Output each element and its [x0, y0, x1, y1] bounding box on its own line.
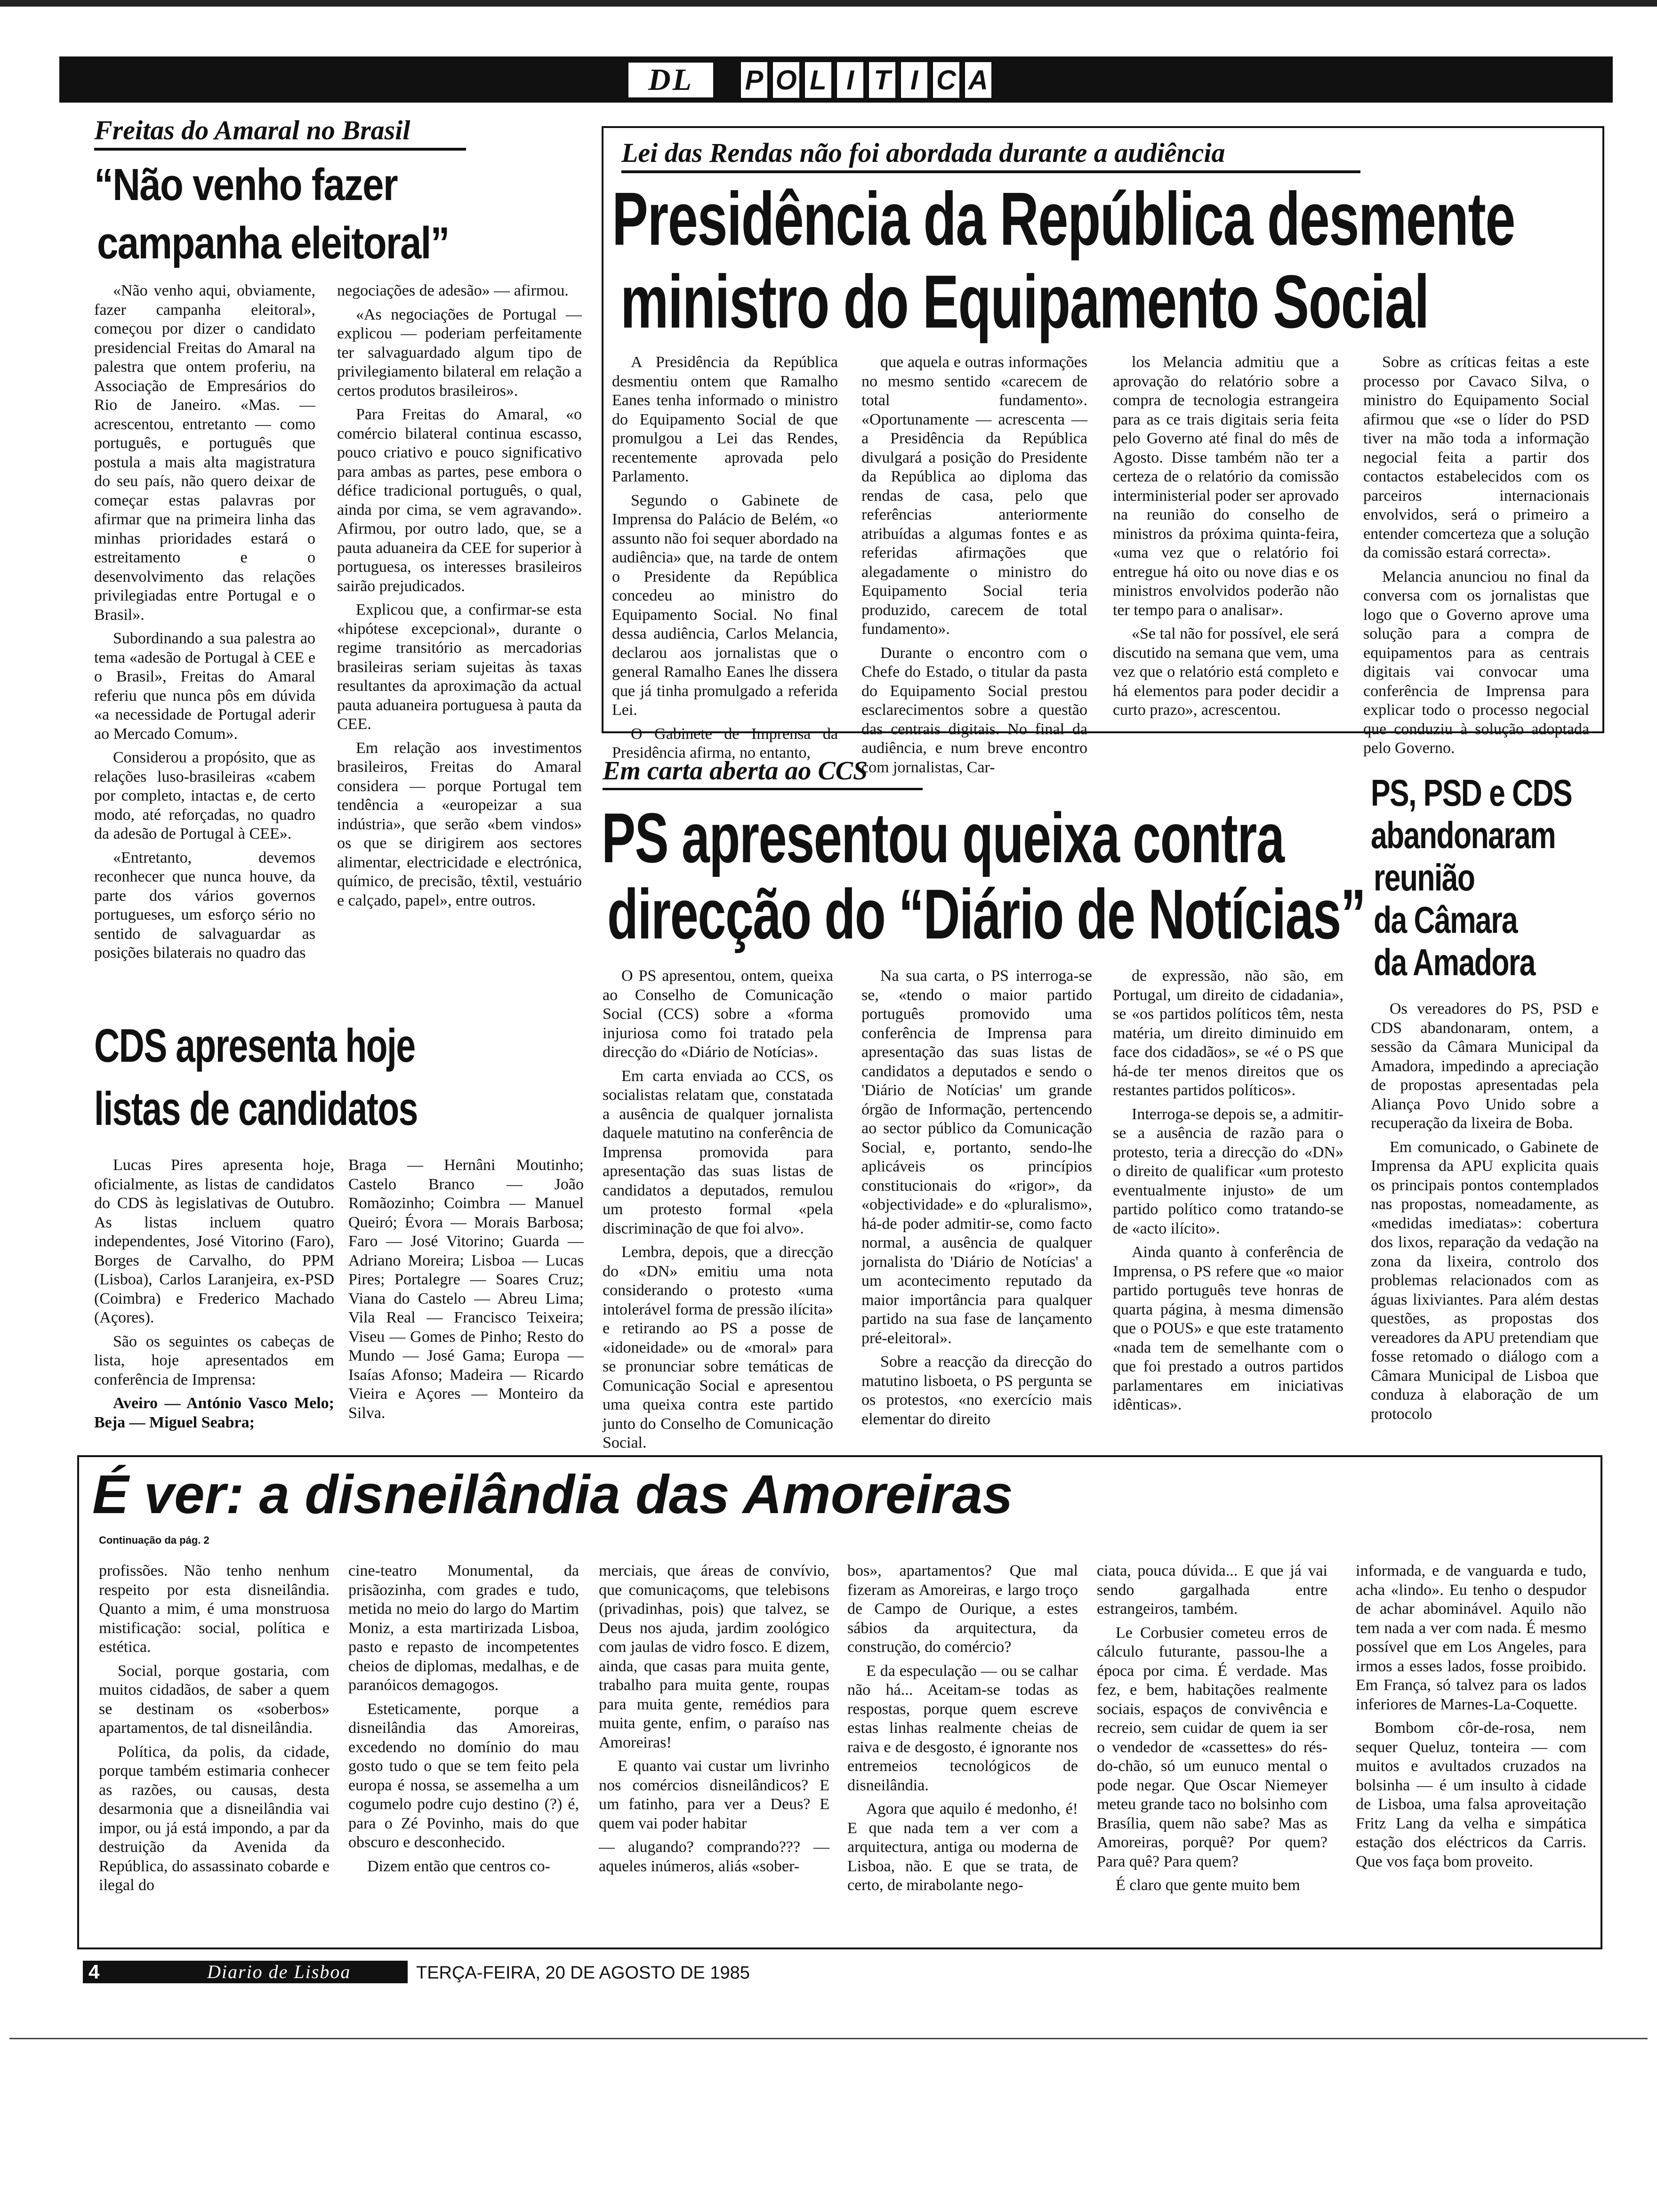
paragraph: Em relação aos investimentos brasileiros, Freitas do Amaral considera — porque Portugal tem tendência a «europeizar a sua indústria», que serão «bem vindos» os que se dirigirem aos sectores alimentar, electricidade e electrónica, químico, de precisão, têxtil, vestuário e calçado, papel», entre outros.: [337, 739, 582, 909]
paragraph: Braga — Hernâni Moutinho; Castelo Branco — João Romãozinho; Coimbra — Manuel Queiró; Évora — Morais Barbosa; Faro — José Vitorino; Guarda — Adriano Moreira; Lisboa — Lucas Pires; Portalegre — Soares Cruz; Viana do Castelo — Abreu Lima; Vila Real — Francisco Teixeira; Viseu — Gomes de Pinho; Resto do Mundo — José Gama; Europa — Isaías Afonso; Madeira — Ricardo Vieira e Açores — Monteiro da Silva.: [348, 1156, 584, 1422]
paragraph: O PS apresentou, ontem, queixa ao Conselho de Comunicação Social (CCS) sobre a «forma injuriosa como foi tratado pela direcção do «Diário de Notícias».: [603, 967, 833, 1061]
ccs-headline-line2: direcção do “Diário de Notícias”: [607, 874, 1366, 954]
paragraph: Os vereadores do PS, PSD e CDS abandonaram, ontem, a sessão da Câmara Municipal da Amadora, impedindo a apreciação de propostas apresentadas pela Aliança Povo Unido sobre a recuperação da lixeira de Boba.: [1371, 1000, 1599, 1132]
paragraph: Le Corbusier cometeu erros de cálculo futurante, passou-lhe a época por cima. É verdade. Mas fez, e bem, habitações realmente sociais, espaços de convivência e recreio, sem cuidar de quem ia ser o vendedor de «cassettes» do rés-do-chão, só um eunuco mental o pode negar. Que Oscar Niemeyer meteu grande taco no bolsinho com Brasília, quem não sabe? Mas as Amoreiras, porquê? Por quem? Para quê? Para quem?: [1097, 1624, 1327, 1870]
ccs-headline-line1: PS apresentou queixa contra: [602, 798, 1284, 877]
freitas-column-2: [337, 281, 582, 915]
paragraph: ciata, pouca dúvida... E que já vai sendo gargalhada entre estrangeiros, também.: [1097, 1562, 1327, 1618]
section-letter: T: [867, 60, 897, 100]
paragraph: É claro que gente muito bem: [1116, 1876, 1300, 1894]
freitas-kicker-underline: [94, 148, 466, 151]
cds-headline-line1: CDS apresenta hoje: [94, 1019, 415, 1072]
paragraph: Melancia anunciou no final da conversa com os jornalistas que logo que o Governo aprove uma solução para a compra de equipamentos para as centrais digitais vai convocar uma conferência de Imprensa para explicar todo o processo negocial que conduziu à solução adoptada pelo Governo.: [1363, 568, 1589, 757]
ccs-kicker-underline: [603, 788, 923, 790]
footer-rule: [9, 2038, 1648, 2039]
paragraph: Na sua carta, o PS interroga-se se, «tendo o maior partido português promovido uma conferência de Imprensa para apresentação das suas listas de candidatos a deputados e sendo o 'Diário de Notícias' um grande órgão de Informação, pertencendo ao sector público da Comunicação Social, e, portanto, sendo-lhe aplicáveis os princípios constitucionais do «rigor», da «objectividade» e do «pluralismo», há-de poder admitir-se, como facto normal, a ausência de qualquer jornalista do 'Diário de Notícias' a um acontecimento reputado da maior importância para qualquer partido na sua fase de lançamento pré-eleitoral».: [861, 967, 1092, 1347]
page-number: 4: [88, 1961, 100, 1983]
paragraph: Durante o encontro com o Chefe do Estado, o titular da pasta do Equipamento Social prestou esclarecimentos sobre a questão das centrais digitais. No final da audiência, e num breve encontro com jornalistas, Car-: [861, 644, 1087, 776]
paragraph: informada, e de vanguarda e tudo, acha «lindo». Eu tenho o despudor de achar abominável. Aquilo não tem nada a ver com nada. É mesmo possível que em Los Angeles, para irmos a esses lados, fosse proibido. Em França, só talvez para os lados inferiores de Marnes-La-Coquette.: [1356, 1562, 1586, 1713]
section-letter: I: [899, 60, 929, 100]
amoreiras-column-6: [1356, 1562, 1586, 1876]
paragraph: E da especulação — ou se calhar não há... Aceitam-se todas as respostas, porque quem escreve estas linhas realmente cheias de raiva e de desgosto, é ignorante nos entremeios tecnológicos de disneilândia.: [847, 1662, 1078, 1794]
amoreiras-column-2: [348, 1562, 579, 1881]
rendas-kicker: Lei das Rendas não foi abordada durante a audiência: [621, 137, 1225, 168]
amoreiras-column-5: [1097, 1562, 1327, 1900]
ccs-column-1: [603, 967, 833, 1458]
continuation-note: Continuação da pág. 2: [99, 1534, 209, 1546]
rendas-kicker-underline: [621, 170, 1360, 173]
paragraph: Ainda quanto à conferência de Imprensa, o PS refere que «o maior partido português teve honras de quarta página, à mesma dimensão que o POUS» e que este tratamento «nada tem de semelhante com o que foi prestado a outros partidos parlamentares em iniciativas idênticas».: [1113, 1243, 1343, 1413]
section-letter: L: [803, 60, 833, 100]
paragraph: Esteticamente, porque a disneilândia das Amoreiras, excedendo no domínio do mau gosto tudo o que se tem feito pela europa é nossa, se assemelha a um cogumelo podre cujo destino (?) é, para o Zé Povinho, mais do que obscuro e desconhecido.: [348, 1700, 579, 1851]
footer-date: TERÇA-FEIRA, 20 DE AGOSTO DE 1985: [416, 1963, 750, 1983]
freitas-column-1: [94, 281, 315, 968]
cds-headline-line2: listas de candidatos: [94, 1082, 418, 1135]
section-letter: O: [771, 60, 801, 100]
section-title-politica: [739, 60, 995, 100]
rendas-headline-line2: ministro do Equipamento Social: [620, 259, 1429, 344]
section-letter: I: [835, 60, 865, 100]
paragraph: — alugando? comprando??? — aqueles inúmeros, aliás «sober-: [599, 1838, 829, 1875]
rendas-column-4: [1363, 353, 1589, 763]
paragraph: «As negociações de Portugal — explicou — poderiam perfeitamente ter salvaguardado algum tipo de privilegiamento bilateral em relação a certos produtos brasileiros».: [337, 305, 582, 400]
paragraph: Bombom côr-de-rosa, nem sequer Queluz, tonteira — com muitos e avultados cruzados na bolsinha — é um insulto à cidade de Lisboa, uma falsa aproveitação Fritz Lang da velha e simpática estação dos eléctricos da Carris. Que vos faça bom proveito.: [1356, 1719, 1586, 1870]
paragraph: cine-teatro Monumental, da prisãozinha, com grades e tudo, metida no meio do largo do Martim Moniz, a esta martirizada Lisboa, pasto e repasto de incompetentes cheios de diplomas, medalhas, e de paranóicos demagogos.: [348, 1562, 579, 1694]
paragraph: bos», apartamentos? Que mal fizeram as Amoreiras, e largo troço de Campo de Ourique, a estes sábios da arquitectura, da construção, do comércio?: [847, 1562, 1078, 1656]
amadora-headline-line4: da Câmara: [1374, 899, 1518, 941]
paragraph: Política, da polis, da cidade, porque também estimaria conhecer as razões, ou causas, desta desarmonia que a disneilândia vai impor, ou já está impondo, a par da destruição da Avenida da República, do assassinato cobarde e ilegal do: [99, 1743, 330, 1894]
amadora-body: [1371, 1000, 1599, 1428]
top-scan-edge: [0, 0, 1657, 7]
paragraph: Lembra, depois, que a direcção do «DN» emitiu uma nota considerando o protesto «uma intolerável forma de pressão ilícita» e retirando ao PS a posse de «idoneidade» ou de «moral» para se pronunciar sobre temáticas de Comunicação Social e apresentou uma queixa contra este partido junto do Conselho de Comunicação Social.: [603, 1243, 833, 1451]
paragraph: «Se tal não for possível, ele será discutido na semana que vem, uma vez que o relatório está completo e há elementos para poder decidir a curto prazo», acrescentou.: [1113, 625, 1339, 719]
amoreiras-headline: É ver: a disneilândia das Amoreiras: [92, 1464, 1013, 1525]
paragraph: merciais, que áreas de convívio, que comunicaçoms, que telebisons (privadinhas, pois) que talvez, se Deus nos ajuda, jardim zoológico com jaulas de vidro fosco. E dizem, ainda, que casas para muita gente, trabalho para muita gente, roupas para muita gente, remédios para muita gente, enfim, o paraíso nas Amoreiras!: [599, 1562, 829, 1751]
freitas-kicker: Freitas do Amaral no Brasil: [94, 115, 410, 145]
freitas-headline-line2: campanha eleitoral”: [97, 218, 449, 268]
cds-column-1: [94, 1156, 334, 1437]
amoreiras-column-3: [599, 1562, 829, 1881]
paragraph: Para Freitas do Amaral, «o comércio bilateral continua escasso, pouco criativo e pouco significativo para ambas as partes, pese embora o défice tradicional português, o qual, ainda por cima, se vem agravando». Afirmou, por outro lado, que, se a pauta aduaneira da CEE for superior à portuguesa, os interesses brasileiros sairão prejudicados.: [337, 406, 582, 595]
cds-column-2: [348, 1156, 584, 1427]
paragraph: Subordinando a sua palestra ao tema «adesão de Portugal à CEE e o Brasil», Freitas do Amaral referiu que nunca pôs em dúvida «a necessidade de Portugal aderir ao Mercado Comum».: [94, 630, 315, 743]
amadora-headline: [1371, 772, 1597, 984]
paragraph: Interroga-se depois se, a admitir-se a ausência de razão para o protesto, teria a direcção do «DN» o direito de qualificar «um protesto eventualmente injusto» de um partido político como tratando-se de «acto ilícito».: [1113, 1105, 1343, 1237]
paragraph: «Não venho aqui, obviamente, fazer campanha eleitoral», começou por dizer o candidato presidencial Freitas do Amaral na palestra que ontem proferiu, na Associação de Empresários do Rio de Janeiro. «Mas. — acrescentou, entretanto — como português, e português que postula a mais alta magistratura do seu país, não quero deixar de começar estas palavras por afirmar que na primeira linha das minhas prioridades estará o estreitamento e o desenvolvimento das relações privilegiadas entre Portugal e o Brasil».: [94, 282, 315, 624]
paragraph: Segundo o Gabinete de Imprensa do Palácio de Belém, «o assunto não foi sequer abordado na audiência» que, na tarde de ontem o Presidente da República concedeu ao ministro do Equipamento Social. No final dessa audiência, Carlos Melancia, declarou aos jornalistas que o general Ramalho Eanes lhe dissera que já tinha promulgado a referida Lei.: [612, 491, 838, 719]
paragraph: Explicou que, a confirmar-se esta «hipótese excepcional», durante o regime transitório as mercadorias brasileiras seriam sujeitas às taxas resultantes da aproximação da actual pauta aduaneira portuguesa à pauta da CEE.: [337, 601, 582, 733]
rendas-column-3: [1113, 353, 1339, 725]
amoreiras-column-1: [99, 1562, 330, 1900]
section-letter: C: [931, 60, 961, 100]
ccs-kicker: Em carta aberta ao CCS: [603, 756, 868, 785]
paragraph: O Gabinete de Imprensa da Presidência afirma, no entanto,: [612, 725, 838, 761]
amadora-headline-line3: reunião: [1374, 857, 1475, 898]
paragraph: negociações de adesão» — afirmou.: [337, 282, 569, 299]
ccs-column-3: [1113, 967, 1343, 1419]
rendas-column-1: [612, 353, 838, 768]
amoreiras-column-4: [847, 1562, 1078, 1900]
section-letter: A: [963, 60, 993, 100]
ccs-column-2: [861, 967, 1092, 1434]
newspaper-logo: DL: [626, 60, 716, 100]
amadora-headline-line1: PS, PSD e CDS: [1371, 772, 1572, 814]
paragraph: Social, porque gostaria, com muitos cidadãos, de saber a quem se destinam os «soberbos» apartamentos, de tal disneilândia.: [99, 1662, 330, 1737]
paragraph: «Entretanto, devemos reconhecer que nunca houve, da parte dos vários governos portugueses, um esforço sério no sentido de salvaguardar as posições bilaterais no quadro das: [94, 849, 315, 962]
paragraph: profissões. Não tenho nenhum respeito por esta disneilândia. Quanto a mim, é uma monstruosa mistificação: social, política e estética.: [99, 1562, 330, 1656]
paragraph: São os seguintes os cabeças de lista, hoje apresentados em conferência de Imprensa:: [94, 1332, 334, 1388]
paragraph: Dizem então que centros co-: [367, 1857, 550, 1875]
footer-masthead: Diario de Lisboa: [207, 1961, 351, 1982]
amadora-headline-line5: da Amadora: [1374, 941, 1535, 983]
paragraph: A Presidência da República desmentiu ontem que Ramalho Eanes tenha informado o ministro do Equipamento Social de que promulgou a Lei das Rendes, recentemente aprovada pelo Parlamento.: [612, 353, 838, 485]
paragraph: Considerou a propósito, que as relações luso-brasileiras «cabem por completo, intactas e, de certo modo, até reforçadas, no quadro da adesão de Portugal à CEE».: [94, 749, 315, 842]
paragraph: Em comunicado, o Gabinete de Imprensa da APU explicita quais os principais pontos contemplados nas propostas, nomeadamente, as «medidas imediatas»: cobertura dos lixos, reparação da vedação na zona da lixeira, controlo dos problemas relacionados com as águas lixiviantes. Para além destas questões, as propostas dos vereadores da APU pretendiam que fosse retomado o diálogo com a Câmara Municipal de Lisboa que conduza à elaboração de um protocolo: [1371, 1138, 1599, 1423]
paragraph: de expressão, não são, em Portugal, um direito de cidadania», se «os partidos políticos têm, nesta matéria, um direito diminuido em face dos cidadãos», se «é o PS que há-de ter menos direitos que os restantes partidos políticos».: [1113, 967, 1343, 1099]
paragraph: Agora que aquilo é medonho, é! E que nada tem a ver com a arquitectura, antiga ou moderna de Lisboa, não. E que se trata, de certo, de mirabolante nego-: [847, 1800, 1078, 1894]
paragraph: Lucas Pires apresenta hoje, oficialmente, as listas de candidatos do CDS às legislativas de Outubro. As listas incluem quatro independentes, José Vitorino (Faro), Borges de Carvalho, do PPM (Lisboa), Carlos Laranjeira, ex-PSD (Coimbra) e Frederico Machado (Açores).: [94, 1156, 334, 1326]
paragraph: que aquela e outras informações no mesmo sentido «carecem de total fundamento». «Oportunamente — acrescenta — a Presidência da República divulgará a posição do Presidente da República ao diploma das rendas de casa, pelo que referências anteriormente atribuídas a algumas fontes e as referidas afirmações que alegadamente o ministro do Equipamento Social teria produzido, carecem de total fundamento».: [861, 353, 1087, 638]
freitas-headline-line1: “Não venho fazer: [94, 160, 397, 210]
rendas-column-2: [861, 353, 1087, 782]
paragraph: los Melancia admitiu que a aprovação do relatório sobre a compra de tecnologia estrangeira para as ce trais digitais seria feita pelo Governo até final do mês de Agosto. Disse também não ter a certeza de o relatório da comissão interministerial poder ser aprovado na reunião do conselho de ministros da próxima quinta-feira, «uma vez que o relatório foi entregue há oito ou nove dias e os ministros envolvidos poderão não ter tempo para o analisar».: [1113, 353, 1339, 619]
paragraph: E quanto vai custar um livrinho nos comércios disneilândicos? E um fatinho, para ver a Deus? E quem vai poder habitar: [599, 1757, 829, 1832]
paragraph: Aveiro — António Vasco Melo; Beja — Miguel Seabra;: [94, 1395, 334, 1431]
section-letter: P: [739, 60, 769, 100]
paragraph: Sobre a reacção da direcção do matutino lisboeta, o PS pergunta se os protestos, «no exercício mais elementar do direito: [861, 1353, 1092, 1428]
amadora-headline-line2: abandonaram: [1371, 814, 1556, 856]
paragraph: Sobre as críticas feitas a este processo por Cavaco Silva, o ministro do Equipamento Social afirmou que «se o líder do PSD tiver na mão toda a informação negocial feita a partir dos contactos estabelecidos com os parceiros internacionais envolvidos, será o primeiro a entender comcerteza que a solução da comissão estará correcta».: [1363, 353, 1589, 561]
rendas-headline-line1: Presidência da República desmente: [612, 176, 1515, 261]
paragraph: Em carta enviada ao CCS, os socialistas relatam que, constatada a ausência de qualquer jornalista daquele matutino na conferência de Imprensa promovida para apresentação das suas listas de candidatos a deputados, remulou um protesto formal «pela discriminação de que foi alvo».: [603, 1067, 833, 1237]
